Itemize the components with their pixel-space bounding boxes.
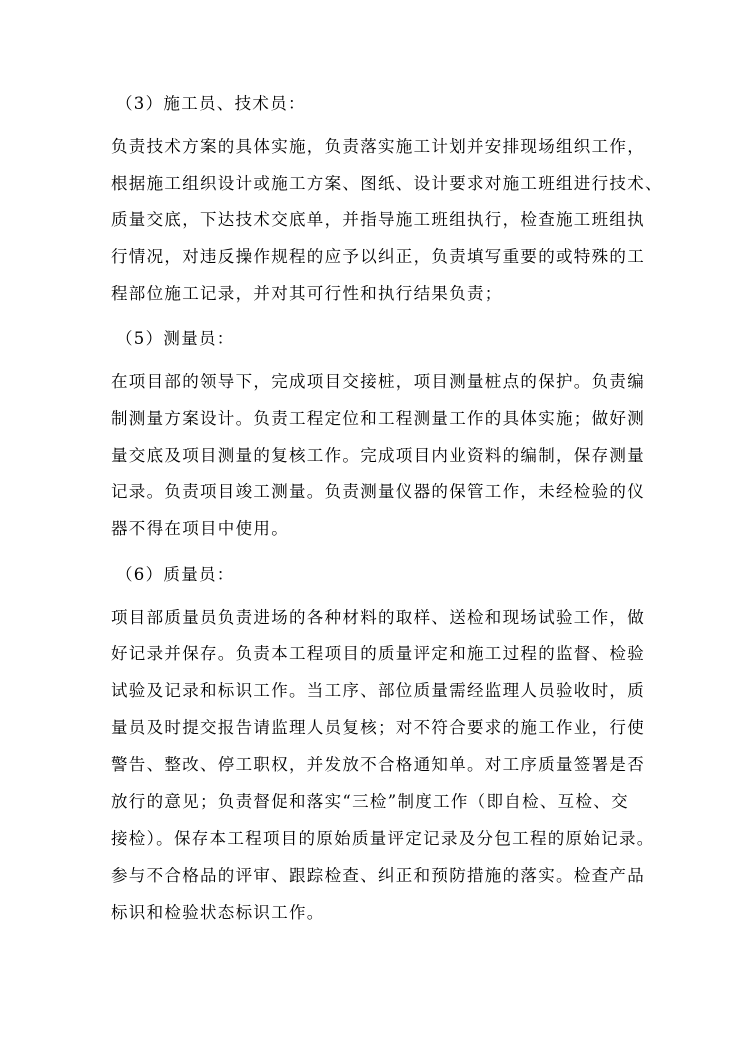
paragraph-line: 程部位施工记录，并对其可行性和执行结果负责；: [111, 284, 503, 303]
paragraph-line: 参与不合格品的评审、跟踪检查、纠正和预防措施的落实。检查产品: [111, 866, 645, 885]
section-heading: （5）测量员：: [116, 329, 235, 348]
paragraph-line: 负责技术方案的具体实施，负责落实施工计划并安排现场组织工作，: [111, 137, 645, 156]
paragraph-line: 量员及时提交报告请监理人员复核；对不符合要求的施工作业，行使: [111, 718, 645, 737]
section-heading: （6）质量员：: [116, 565, 235, 584]
paragraph-line: 制测量方案设计。负责工程定位和工程测量工作的具体实施；做好测: [111, 409, 645, 428]
paragraph-line: 项目部质量员负责进场的各种材料的取样、送检和现场试验工作，做: [111, 608, 645, 627]
paragraph-line: 放行的意见；负责督促和落实“三检”制度工作（即自检、互检、交: [111, 792, 629, 811]
paragraph-line: 标识和检验状态标识工作。: [111, 903, 325, 922]
section-heading: （3）施工员、技术员：: [116, 94, 306, 113]
paragraph-line: 质量交底，下达技术交底单，并指导施工班组执行，检查施工班组执: [111, 210, 645, 229]
paragraph-line: 器不得在项目中使用。: [111, 519, 289, 538]
paragraph-line: 在项目部的领导下，完成项目交接桩，项目测量桩点的保护。负责编: [111, 372, 645, 391]
paragraph-line: 警告、整改、停工职权，并发放不合格通知单。对工序质量签署是否: [111, 755, 645, 774]
paragraph-line: 接检）。保存本工程项目的原始质量评定记录及分包工程的原始记录。: [111, 829, 655, 848]
paragraph-line: 行情况，对违反操作规程的应予以纠正，负责填写重要的或特殊的工: [111, 247, 645, 266]
paragraph-line: 量交底及项目测量的复核工作。完成项目内业资料的编制，保存测量: [111, 446, 645, 465]
paragraph-line: 试验及记录和标识工作。当工序、部位质量需经监理人员验收时，质: [111, 681, 645, 700]
paragraph-line: 记录。负责项目竣工测量。负责测量仪器的保管工作，未经检验的仪: [111, 482, 645, 501]
paragraph-line: 好记录并保存。负责本工程项目的质量评定和施工过程的监督、检验: [111, 644, 645, 663]
paragraph-line: 根据施工组织设计或施工方案、图纸、设计要求对施工班组进行技术、: [111, 174, 663, 193]
